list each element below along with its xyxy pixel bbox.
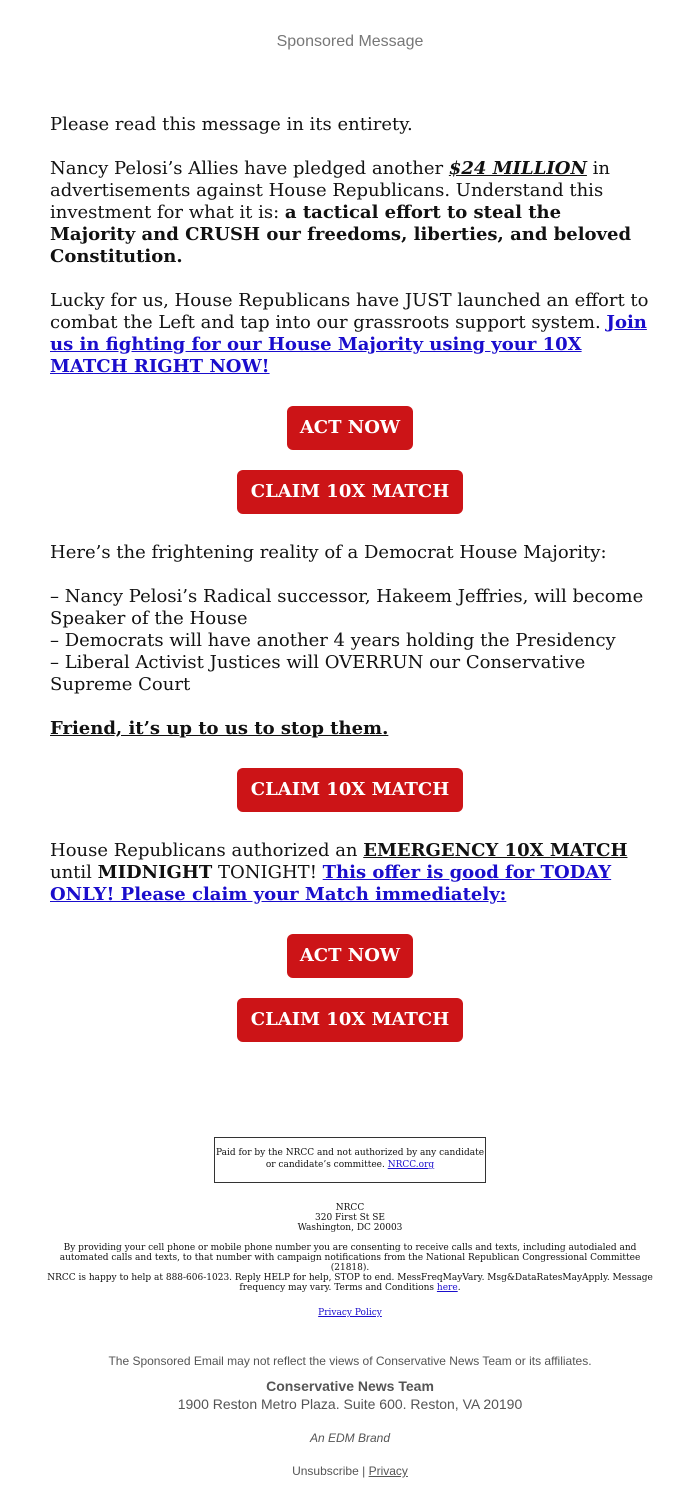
intro-paragraph: Please read this message in its entirety. bbox=[50, 114, 413, 135]
reality-heading: Here’s the frightening reality of a Democrat House Majority: bbox=[50, 542, 607, 563]
reality-paragraph bbox=[50, 542, 650, 564]
privacy-link[interactable]: Privacy bbox=[368, 1464, 408, 1478]
pledge-text-1: Nancy Pelosi’s Allies have pledged another bbox=[50, 158, 449, 179]
pledge-paragraph bbox=[50, 158, 650, 268]
terms-here-link[interactable]: here bbox=[436, 1283, 458, 1293]
list-item: – Liberal Activist Justices will OVERRUN our Conservative Supreme Court bbox=[50, 652, 586, 695]
emergency-paragraph bbox=[50, 840, 650, 906]
launch-paragraph bbox=[50, 290, 650, 378]
act-now-button[interactable]: ACT NOW bbox=[287, 406, 413, 450]
friend-paragraph bbox=[50, 718, 650, 740]
consent-text: By providing your cell phone or mobile phone number you are consenting to receive calls and texts, including autodialed and automated calls and texts, to that number with campaign notifications from the National Republican Congressional Committee (21818). bbox=[59, 1243, 641, 1273]
act-now-button-2[interactable]: ACT NOW bbox=[287, 934, 413, 978]
friend-line: Friend, it’s up to us to stop them. bbox=[50, 718, 389, 739]
privacy-policy-link[interactable]: Privacy Policy bbox=[318, 1308, 382, 1318]
reality-list bbox=[50, 586, 650, 696]
link-separator: | bbox=[358, 1464, 369, 1478]
emergency-text-1: House Republicans authorized an bbox=[50, 840, 364, 861]
pledge-amount: $24 MILLION bbox=[448, 158, 587, 179]
today-only-link[interactable]: This offer is good for TODAY ONLY! Please claim your Match immediately: bbox=[50, 862, 612, 905]
help-text: NRCC is happy to help at 888-606-1023. Reply HELP for help, STOP to end. MessFreqMayVary. Msg&DataRatesMayApply. Message frequency may vary. Terms and Conditions bbox=[47, 1273, 653, 1293]
claim-match-button-3[interactable]: CLAIM 10X MATCH bbox=[237, 998, 463, 1042]
nrcc-address bbox=[40, 1203, 660, 1233]
company-address: 1900 Reston Metro Plaza. Suite 600. Reston, VA 20190 bbox=[177, 1396, 523, 1412]
pledge-bold: a tactical effort to steal the Majority and CRUSH our freedoms, liberties, and beloved Constitution. bbox=[50, 202, 632, 267]
privacy-policy-block bbox=[40, 1308, 660, 1318]
emergency-match: EMERGENCY 10X MATCH bbox=[363, 840, 628, 861]
list-item: – Nancy Pelosi’s Radical successor, Hakeem Jeffries, will become Speaker of the House bbox=[50, 586, 644, 629]
unsubscribe-link[interactable]: Unsubscribe bbox=[292, 1464, 359, 1478]
views-disclaimer: The Sponsored Email may not reflect the views of Conservative News Team or its affiliates. bbox=[108, 1354, 592, 1368]
claim-match-button-2[interactable]: CLAIM 10X MATCH bbox=[237, 768, 463, 812]
sponsored-label: Sponsored Message bbox=[276, 33, 424, 50]
help-end: . bbox=[457, 1283, 461, 1293]
midnight-text: MIDNIGHT bbox=[97, 862, 213, 883]
org-name: NRCC bbox=[335, 1203, 365, 1213]
claim-match-button[interactable]: CLAIM 10X MATCH bbox=[237, 470, 463, 514]
edm-brand: An EDM Brand bbox=[309, 1431, 391, 1445]
footer-links bbox=[0, 1464, 700, 1478]
company-name: Conservative News Team bbox=[266, 1378, 434, 1394]
paid-for-text: Paid for by the NRCC and not authorized by any candidate or candidate’s committee. bbox=[215, 1148, 485, 1170]
help-text-block bbox=[40, 1273, 660, 1293]
pledge-text-2: in advertisements against House Republicans. Understand this investment for what it is: bbox=[50, 158, 610, 223]
org-street: 320 First St SE bbox=[315, 1213, 385, 1223]
launch-text: Lucky for us, House Republicans have JUST launched an effort to combat the Left and tap into our grassroots support system. bbox=[50, 290, 649, 333]
join-match-link[interactable]: Join us in fighting for our House Majority using your 10X MATCH RIGHT NOW! bbox=[50, 312, 647, 377]
list-item: – Democrats will have another 4 years holding the Presidency bbox=[50, 630, 616, 651]
emergency-text-2: until bbox=[50, 862, 98, 883]
nrcc-link[interactable]: NRCC.org bbox=[387, 1160, 435, 1170]
org-city: Washington, DC 20003 bbox=[297, 1223, 403, 1233]
message-body bbox=[50, 114, 650, 136]
paid-for-box bbox=[214, 1137, 486, 1183]
emergency-text-3: TONIGHT! bbox=[212, 862, 323, 883]
